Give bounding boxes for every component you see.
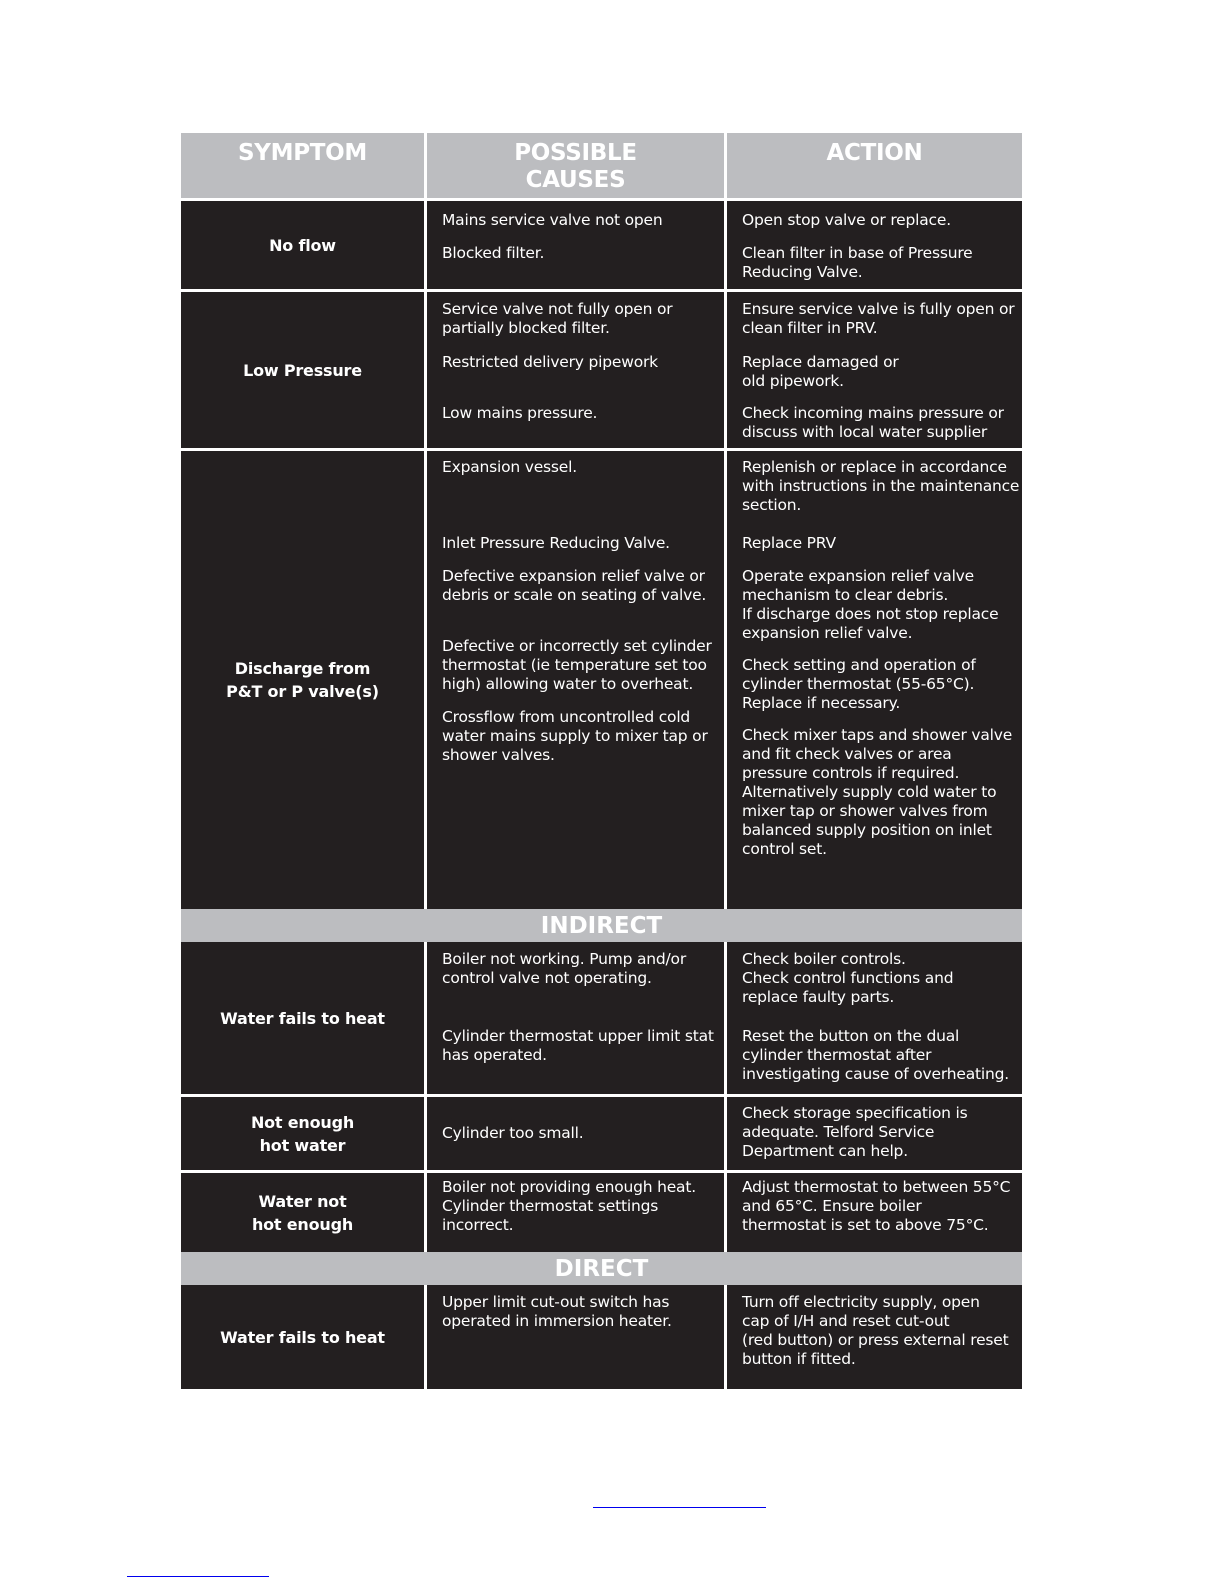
action-text: Clean filter in base of Pressure Reducing Valve. (742, 244, 973, 281)
action-text: Operate expansion relief valve mechanism to clear debris. If discharge does not stop replace expansion relief valve. (742, 567, 999, 642)
action-cell (727, 292, 1022, 448)
action-cell (727, 451, 1022, 909)
action-text: Check boiler controls. Check control functions and replace faulty parts. (742, 950, 954, 1006)
cause-text: Blocked filter. (442, 244, 545, 262)
link-underline[interactable] (593, 1507, 766, 1508)
causes-cell (427, 292, 724, 448)
troubleshooting-table (181, 133, 1022, 1389)
causes-cell (427, 201, 724, 289)
cause-text: Inlet Pressure Reducing Valve. (442, 534, 670, 552)
cause-text: Upper limit cut-out switch has operated in immersion heater. (442, 1293, 672, 1330)
cause-text: Service valve not fully open or partially blocked filter. (442, 300, 673, 337)
symptom-cell: Discharge from P&T or P valve(s) (181, 451, 424, 909)
causes-cell (427, 942, 724, 1094)
action-text: Check storage specification is adequate. Telford Service Department can help. (742, 1104, 968, 1160)
cause-text: Expansion vessel. (442, 458, 577, 476)
cause-text: Low mains pressure. (442, 404, 598, 422)
section-indirect: INDIRECT (181, 909, 1022, 942)
cause-text: Boiler not providing enough heat. Cylinder thermostat settings incorrect. (442, 1178, 696, 1234)
action-text: Replenish or replace in accordance with instructions in the maintenance section. (742, 458, 1020, 514)
cause-text: Boiler not working. Pump and/or control valve not operating. (442, 950, 687, 987)
cause-text: Defective expansion relief valve or debris or scale on seating of valve. (442, 567, 707, 604)
link-underline[interactable] (127, 1576, 269, 1577)
section-direct: DIRECT (181, 1252, 1022, 1285)
action-text: Reset the button on the dual cylinder thermostat after investigating cause of overheating. (742, 1027, 1009, 1083)
symptom-cell: Low Pressure (181, 292, 424, 448)
action-text: Check incoming mains pressure or discuss with local water supplier (742, 404, 1004, 441)
action-text: Check mixer taps and shower valve and fit check valves or area pressure controls if required. Alternatively supply cold water to mixer tap or shower valves from balanced supply position on inlet control set. (742, 726, 1013, 858)
action-text: Ensure service valve is fully open or clean filter in PRV. (742, 300, 1015, 337)
symptom-cell: No flow (181, 201, 424, 289)
symptom-cell: Water fails to heat (181, 1285, 424, 1389)
symptom-cell: Water not hot enough (181, 1173, 424, 1252)
causes-cell (427, 1097, 724, 1170)
action-text: Open stop valve or replace. (742, 211, 951, 229)
action-cell (727, 1097, 1022, 1170)
action-text: Replace damaged or old pipework. (742, 353, 899, 390)
cause-text: Cylinder too small. (442, 1124, 584, 1142)
action-text: Check setting and operation of cylinder thermostat (55-65°C). Replace if necessary. (742, 656, 976, 712)
header-action: ACTION (727, 133, 1022, 198)
action-cell (727, 942, 1022, 1094)
symptom-cell: Not enough hot water (181, 1097, 424, 1170)
action-cell (727, 1173, 1022, 1252)
action-text: Adjust thermostat to between 55°C and 65°C. Ensure boiler thermostat is set to above 75°C. (742, 1178, 1011, 1234)
causes-cell (427, 1173, 724, 1252)
action-text: Turn off electricity supply, open cap of I/H and reset cut-out (red button) or press external reset button if fitted. (742, 1293, 1009, 1368)
symptom-cell: Water fails to heat (181, 942, 424, 1094)
cause-text: Restricted delivery pipework (442, 353, 658, 371)
header-symptom: SYMPTOM (181, 133, 424, 198)
causes-cell (427, 1285, 724, 1389)
causes-cell (427, 451, 724, 909)
cause-text: Mains service valve not open (442, 211, 663, 229)
cause-text: Cylinder thermostat upper limit stat has operated. (442, 1027, 714, 1064)
cause-text: Crossflow from uncontrolled cold water mains supply to mixer tap or shower valves. (442, 708, 708, 764)
header-possible-causes: POSSIBLE CAUSES (427, 133, 724, 198)
cause-text: Defective or incorrectly set cylinder thermostat (ie temperature set too high) allowing water to overheat. (442, 637, 712, 693)
action-cell (727, 201, 1022, 289)
action-cell (727, 1285, 1022, 1389)
action-text: Replace PRV (742, 534, 836, 552)
